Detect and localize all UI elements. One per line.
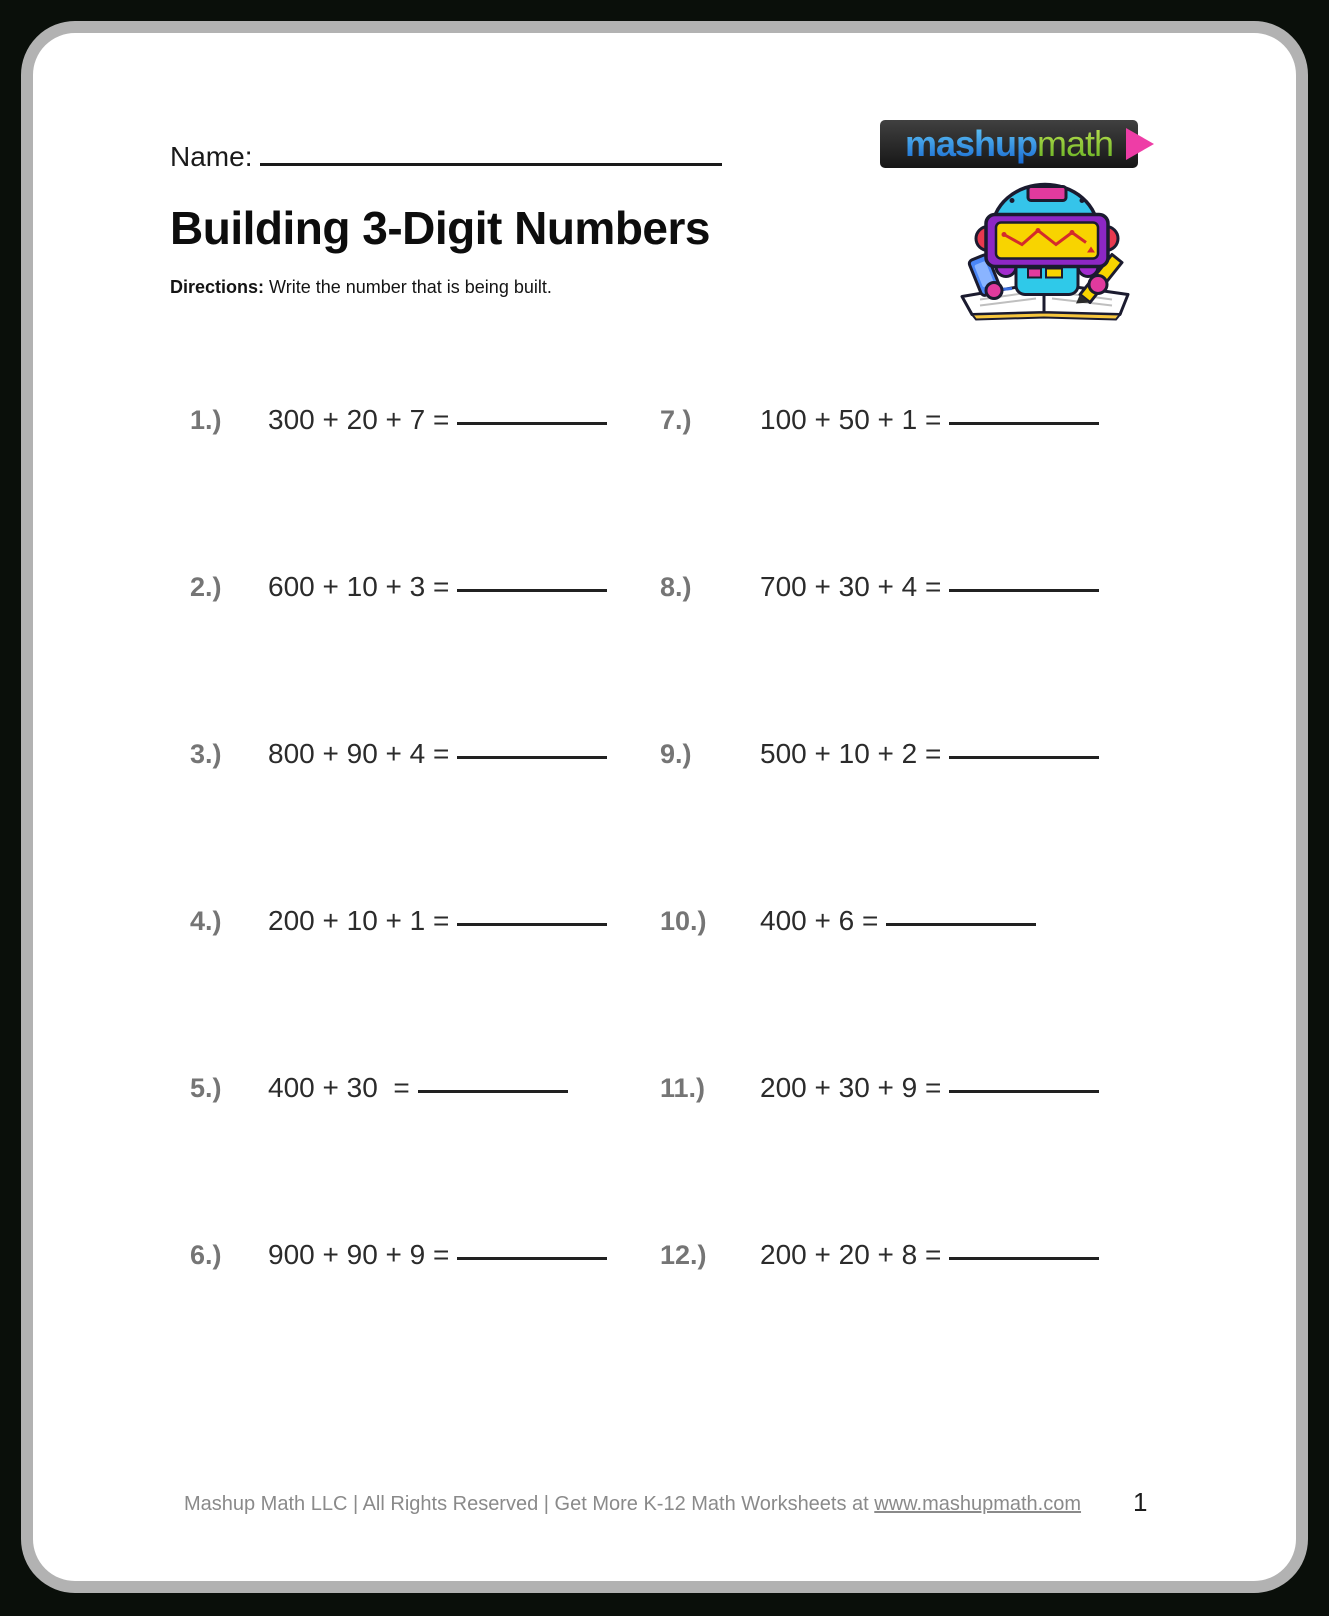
footer-link[interactable]: www.mashupmath.com [874,1493,1082,1515]
answer-blank[interactable] [418,1078,568,1093]
problem-number: 1.) [190,405,222,435]
answer-blank[interactable] [949,744,1099,759]
problem-9 [660,739,1099,906]
problem-8 [660,572,1099,739]
problem-number: 7.) [660,405,692,435]
page-title: Building 3-Digit Numbers [170,202,710,254]
logo-word-mashup: mashup [904,123,1037,164]
problem-expression: 600 + 10 + 3 = [268,571,450,602]
answer-blank[interactable] [949,410,1099,425]
robot-mascot-illustration [930,170,1160,325]
problem-number: 9.) [660,739,692,769]
problem-6 [190,1240,607,1407]
problem-11 [660,1073,1099,1240]
problems-column-right [660,405,1099,1407]
answer-blank[interactable] [457,744,607,759]
page-number: 1 [1133,1487,1148,1517]
answer-blank[interactable] [457,911,607,926]
problem-10 [660,906,1099,1073]
problem-number: 8.) [660,572,692,602]
footer [33,1493,1296,1516]
problem-expression: 800 + 90 + 4 = [268,738,450,769]
problem-expression: 500 + 10 + 2 = [760,738,942,769]
problems-column-left [190,405,607,1407]
problem-number: 4.) [190,906,222,936]
logo-word-math: math [1036,123,1114,164]
directions-text: Write the number that is being built. [269,277,552,297]
problem-expression: 100 + 50 + 1 = [760,404,942,435]
answer-blank[interactable] [457,410,607,425]
answer-blank[interactable] [949,577,1099,592]
problem-expression: 200 + 30 + 9 = [760,1072,942,1103]
answer-blank[interactable] [457,1245,607,1260]
problem-expression: 300 + 20 + 7 = [268,404,450,435]
name-label: Name: [170,141,253,172]
problem-12 [660,1240,1099,1407]
answer-blank[interactable] [949,1078,1099,1093]
problem-number: 3.) [190,739,222,769]
problem-7 [660,405,1099,572]
problem-3 [190,739,607,906]
name-row [170,141,722,173]
problem-expression: 400 + 30 = [268,1072,410,1103]
problem-number: 10.) [660,906,707,936]
worksheet-page [21,21,1308,1593]
problem-number: 12.) [660,1240,707,1270]
problem-expression: 400 + 6 = [760,905,879,936]
problem-2 [190,572,607,739]
problem-number: 6.) [190,1240,222,1270]
directions [170,277,552,298]
footer-text: Mashup Math LLC | All Rights Reserved | Get More K-12 Math Worksheets at [183,1493,875,1515]
play-triangle-icon [1126,128,1154,160]
problem-expression: 900 + 90 + 9 = [268,1239,450,1270]
answer-blank[interactable] [949,1245,1099,1260]
directions-label: Directions: [170,277,265,297]
problem-expression: 700 + 30 + 4 = [760,571,942,602]
problem-number: 2.) [190,572,222,602]
problem-number: 5.) [190,1073,222,1103]
problem-expression: 200 + 10 + 1 = [268,905,450,936]
name-blank-line[interactable] [260,143,722,166]
answer-blank[interactable] [457,577,607,592]
problem-1 [190,405,607,572]
mashupmath-logo [880,120,1138,168]
problem-4 [190,906,607,1073]
problem-number: 11.) [660,1073,706,1103]
answer-blank[interactable] [886,911,1036,926]
problem-5 [190,1073,607,1240]
problem-expression: 200 + 20 + 8 = [760,1239,942,1270]
